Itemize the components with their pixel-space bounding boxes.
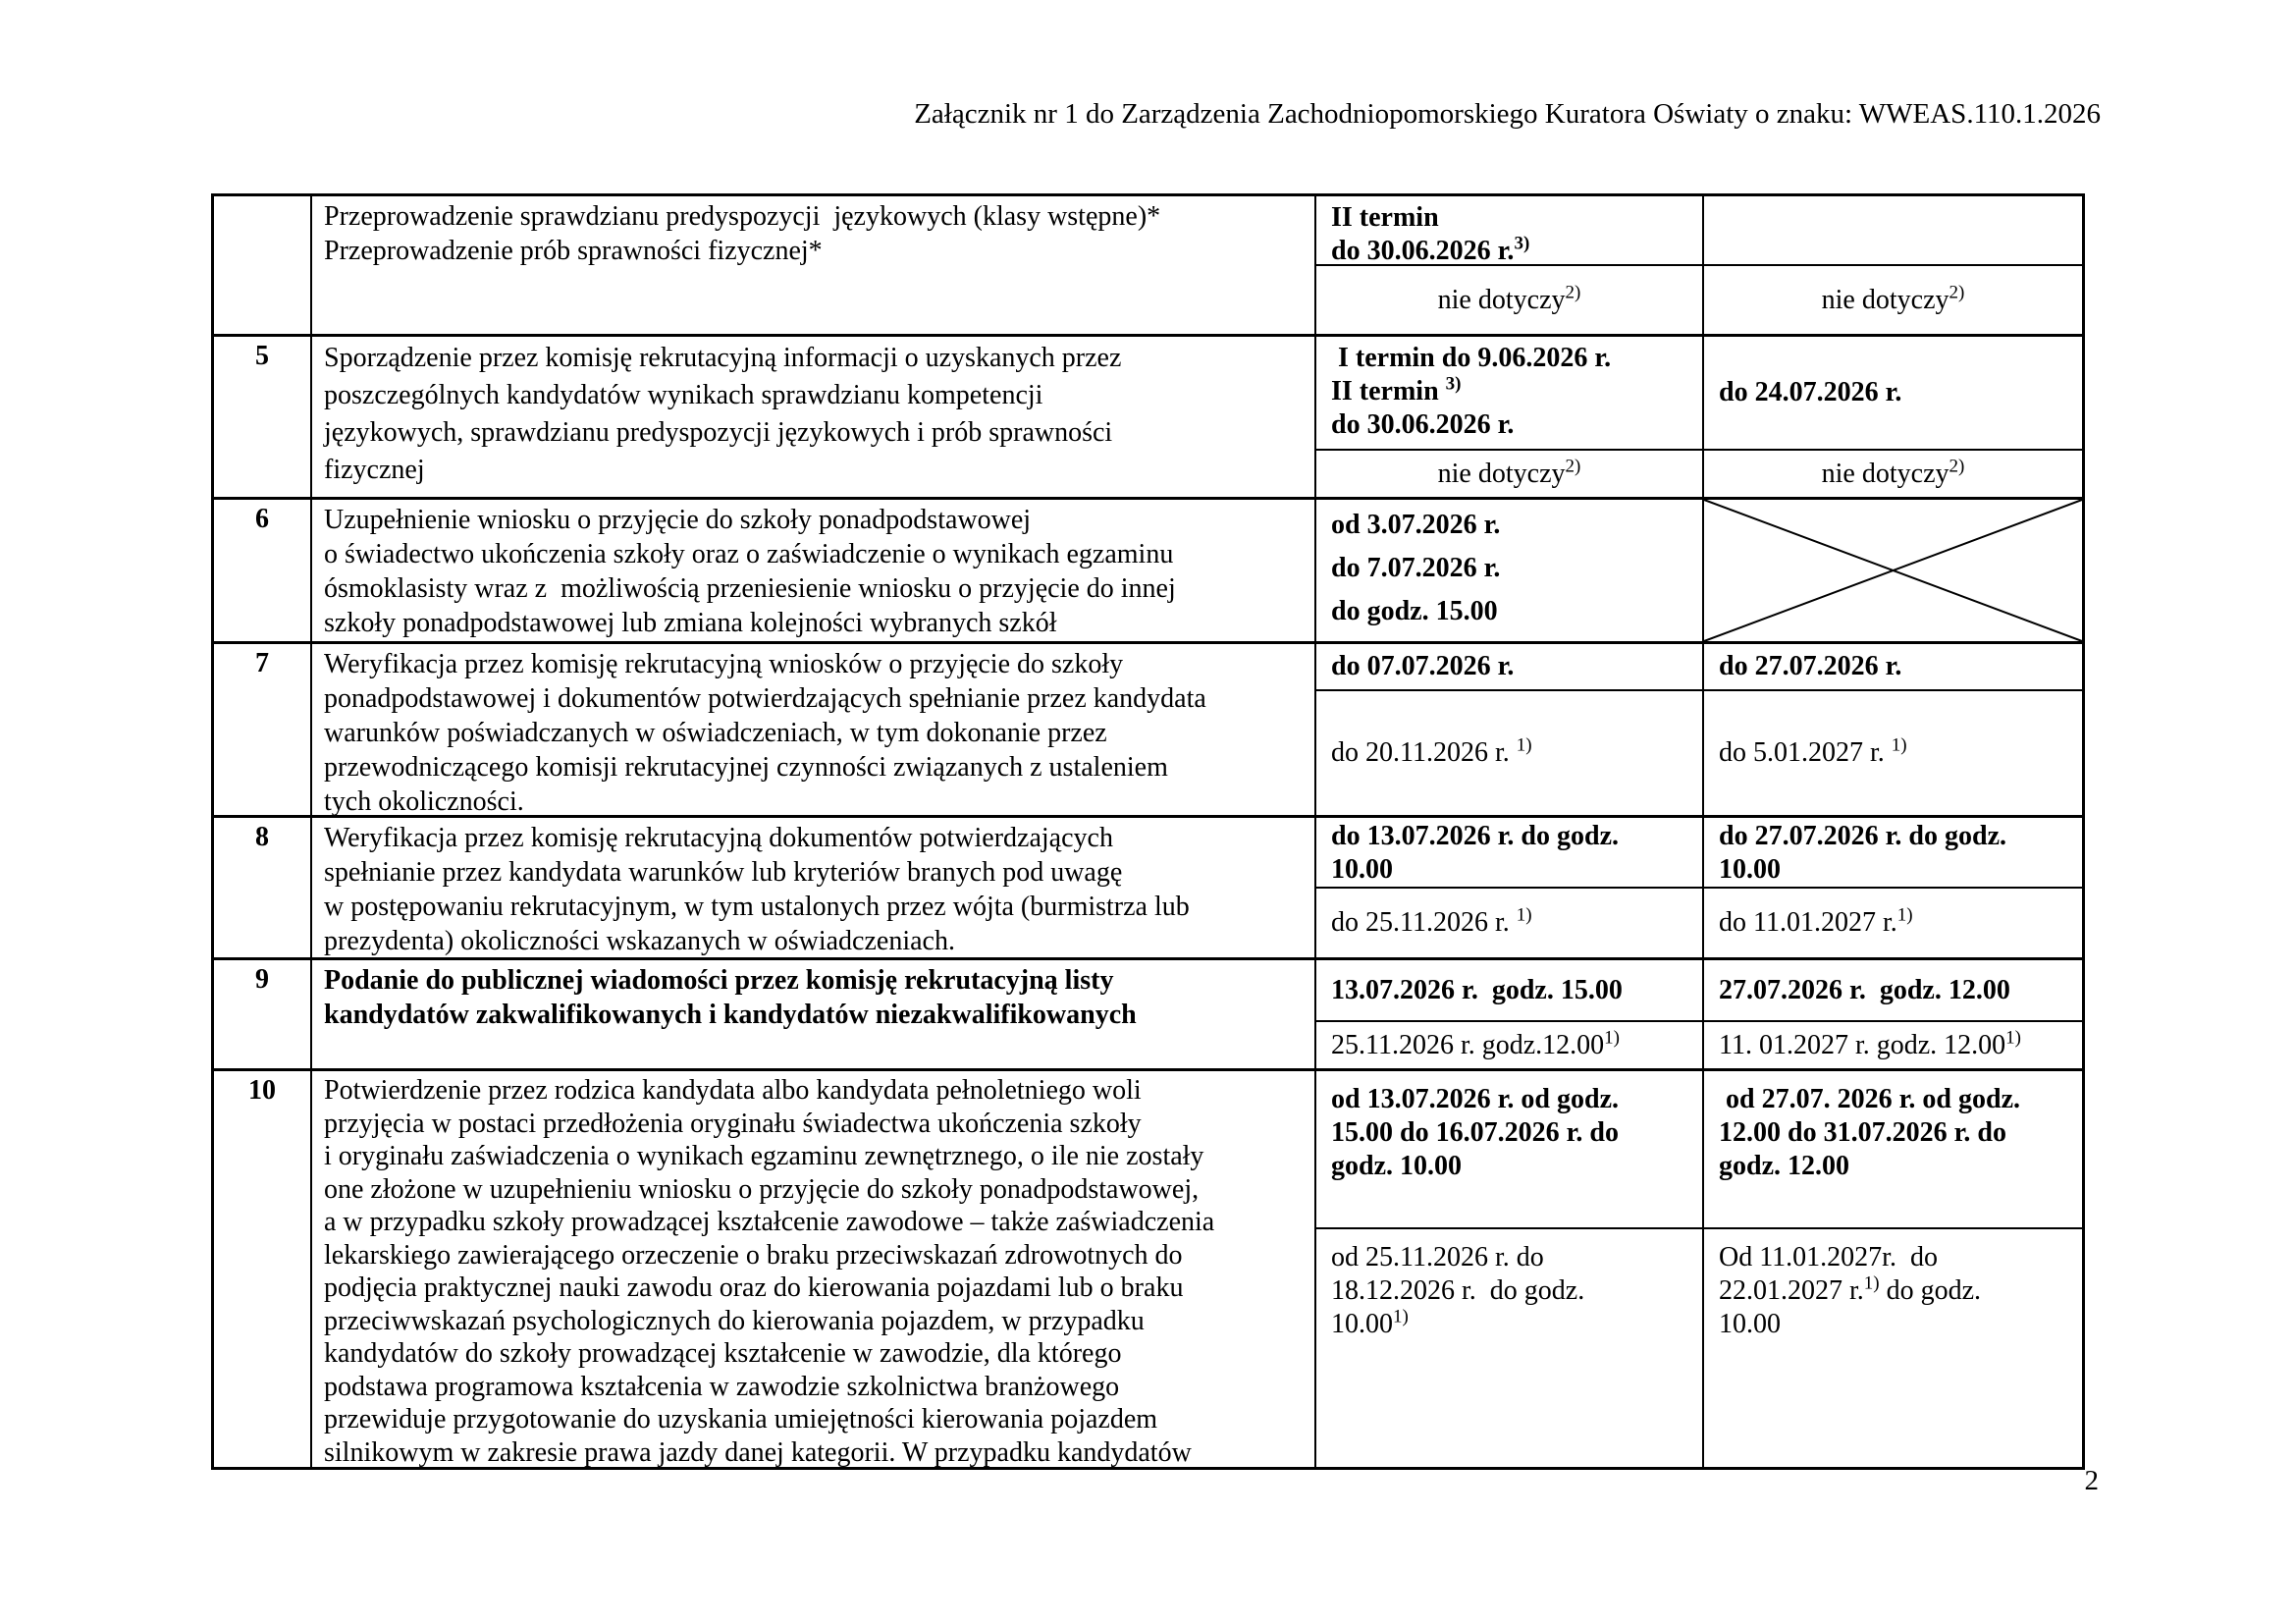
term-line: do 11.01.2027 r.$^{1)}$ xyxy=(1719,904,1913,938)
supplementary-term-cell xyxy=(1704,337,2082,497)
description-line: przewiduje przygotowanie do uzyskania umiejętności kierowania pojazdem xyxy=(324,1404,1158,1435)
term-line: nie dotyczy$^{2)}$ xyxy=(1821,282,1965,315)
term-line: godz. 10.00 xyxy=(1331,1151,1462,1181)
table-row xyxy=(214,641,2082,815)
description-line: ósmoklasisty wraz z możliwością przeniesienie wniosku o przyjęcie do innej xyxy=(324,573,1176,604)
term-line: od 27.07. 2026 r. od godz. xyxy=(1719,1084,2021,1114)
primary-term-cell xyxy=(1316,1071,1704,1467)
term-line: 13.07.2026 r. godz. 15.00 xyxy=(1331,974,1623,1005)
term-line: nie dotyczy$^{2)}$ xyxy=(1821,456,1965,489)
description-line: lekarskiego zawierającego orzeczenie o braku przeciwskazań zdrowotnych do xyxy=(324,1239,1183,1271)
primary-term-main xyxy=(1316,960,1702,1022)
description-line: kandydatów do szkoły prowadzącej kształcenie w zawodzie, dla którego xyxy=(324,1338,1122,1369)
task-description-cell xyxy=(312,818,1316,957)
description-line: warunków poświadczanych w oświadczeniach, w tym dokonanie przez xyxy=(324,718,1107,748)
term-line: II termin $^{3)}$ xyxy=(1331,373,1462,406)
primary-term-cell xyxy=(1316,960,1704,1068)
term-line: do godz. 15.00 xyxy=(1331,596,1498,626)
description-line: prezydenta) okoliczności wskazanych w oświadczeniach. xyxy=(324,926,955,956)
primary-term-secondary xyxy=(1316,691,1702,815)
term-line: 27.07.2026 r. godz. 12.00 xyxy=(1719,974,2010,1005)
supplementary-term-secondary xyxy=(1704,451,2082,497)
description-line: i oryginału zaświadczenia o wynikach egzaminu zewnętrznego, o ile nie zostały xyxy=(324,1141,1204,1171)
description-line: poszczególnych kandydatów wynikach sprawdzianu kompetencji xyxy=(324,380,1043,410)
supplementary-term-main xyxy=(1704,960,2082,1022)
primary-term-secondary xyxy=(1316,451,1702,497)
primary-term-main xyxy=(1316,504,1702,641)
row-number-cell: 10 xyxy=(214,1071,312,1467)
description-line: Potwierdzenie przez rodzica kandydata albo kandydata pełnoletniego woli xyxy=(324,1075,1142,1106)
term-line: od 25.11.2026 r. do xyxy=(1331,1242,1544,1272)
supplementary-term-main xyxy=(1704,337,2082,451)
supplementary-term-main xyxy=(1704,818,2082,889)
primary-term-main xyxy=(1316,818,1702,889)
term-line: Od 11.01.2027r. do xyxy=(1719,1242,1938,1272)
term-line: do 20.11.2026 r. $^{1)}$ xyxy=(1331,734,1532,768)
primary-term-cell xyxy=(1316,196,1704,334)
supplementary-term-secondary xyxy=(1704,889,2082,957)
table-row xyxy=(214,497,2082,641)
supplementary-term-secondary xyxy=(1704,1022,2082,1068)
term-line: 10.00 xyxy=(1331,854,1393,885)
row-number-cell xyxy=(214,196,312,334)
term-line: do 5.01.2027 r. $^{1)}$ xyxy=(1719,734,1907,768)
description-line: silnikowym w zakresie prawa jazdy danej kategorii. W przypadku kandydatów xyxy=(324,1436,1192,1468)
supplementary-term-cell xyxy=(1704,1071,2082,1467)
description-line: Uzupełnienie wniosku o przyjęcie do szkoły ponadpodstawowej xyxy=(324,505,1032,535)
row-number-cell: 7 xyxy=(214,644,312,815)
term-line: do 7.07.2026 r. xyxy=(1331,553,1501,583)
description-line: tych okoliczności. xyxy=(324,786,524,817)
task-description-cell xyxy=(312,196,1316,334)
primary-term-cell xyxy=(1316,818,1704,957)
primary-term-secondary xyxy=(1316,1229,1702,1467)
term-line: 12.00 do 31.07.2026 r. do xyxy=(1719,1117,2007,1148)
task-description-cell xyxy=(312,1071,1316,1467)
primary-term-secondary xyxy=(1316,889,1702,957)
supplementary-term-cell xyxy=(1704,500,2082,641)
description-line: a w przypadku szkoły prowadzącej kształcenie zawodowe – także zaświadczenia xyxy=(324,1207,1215,1237)
table-row xyxy=(214,815,2082,957)
term-line: 22.01.2027 r.$^{1)}$ do godz. xyxy=(1719,1272,1982,1306)
attachment-header: Załącznik nr 1 do Zarządzenia Zachodniopomorskiego Kuratora Oświaty o znaku: WWEAS.110.1.2026 xyxy=(914,98,2101,130)
primary-term-main xyxy=(1316,196,1702,266)
term-line: do 30.06.2026 r. xyxy=(1331,409,1515,440)
term-line: do 13.07.2026 r. do godz. xyxy=(1331,821,1620,851)
term-line: 25.11.2026 r. godz.12.00$^{1)}$ xyxy=(1331,1027,1620,1060)
term-line: 15.00 do 16.07.2026 r. do xyxy=(1331,1117,1620,1148)
table-row xyxy=(214,1068,2082,1467)
term-line: do 27.07.2026 r. xyxy=(1719,651,1902,681)
description-line: spełnianie przez kandydata warunków lub kryteriów branych pod uwagę xyxy=(324,857,1123,888)
primary-term-main xyxy=(1316,337,1702,451)
supplementary-term-secondary xyxy=(1704,1229,2082,1467)
supplementary-term-cell xyxy=(1704,818,2082,957)
primary-term-cell xyxy=(1316,337,1704,497)
term-line: od 3.07.2026 r. xyxy=(1331,510,1501,540)
primary-term-cell xyxy=(1316,500,1704,641)
table-row xyxy=(214,334,2082,497)
description-line: przeciwwskazań psychologicznych do kierowania pojazdem, w przypadku xyxy=(324,1305,1145,1336)
row-number-cell: 6 xyxy=(214,500,312,641)
task-description-cell xyxy=(312,337,1316,497)
term-line: 10.00 xyxy=(1719,854,1781,885)
task-description-cell xyxy=(312,644,1316,815)
description-line: ponadpodstawowej i dokumentów potwierdzających spełnianie przez kandydata xyxy=(324,683,1206,714)
term-line: nie dotyczy$^{2)}$ xyxy=(1437,456,1581,489)
task-description-cell xyxy=(312,960,1316,1068)
supplementary-term-cell xyxy=(1704,960,2082,1068)
page-number: 2 xyxy=(2084,1465,2099,1496)
row-number-cell: 9 xyxy=(214,960,312,1068)
term-line: nie dotyczy$^{2)}$ xyxy=(1437,282,1581,315)
supplementary-term-secondary xyxy=(1704,691,2082,815)
supplementary-term-cell xyxy=(1704,644,2082,815)
description-line: fizycznej xyxy=(324,455,425,485)
description-line: Przeprowadzenie prób sprawności fizycznej* xyxy=(324,236,823,266)
term-line: od 13.07.2026 r. od godz. xyxy=(1331,1084,1620,1114)
description-line: podjęcia praktycznej nauki zawodu oraz do kierowania pojazdami lub o braku xyxy=(324,1272,1184,1303)
row-number-cell: 8 xyxy=(214,818,312,957)
description-line: przewodniczącego komisji rekrutacyjnej czynności związanych z ustaleniem xyxy=(324,752,1168,783)
supplementary-term-main xyxy=(1704,1071,2082,1229)
supplementary-term-cell xyxy=(1704,196,2082,334)
term-line: 10.00 xyxy=(1719,1309,1781,1339)
term-line: 11. 01.2027 r. godz. 12.00$^{1)}$ xyxy=(1719,1027,2021,1060)
description-line: Sporządzenie przez komisję rekrutacyjną informacji o uzyskanych przez xyxy=(324,343,1122,373)
term-line: I termin do 9.06.2026 r. xyxy=(1331,343,1612,373)
description-line: o świadectwo ukończenia szkoły oraz o zaświadczenie o wynikach egzaminu xyxy=(324,539,1174,569)
supplementary-term-main xyxy=(1704,644,2082,691)
description-line: przyjęcia w postaci przedłożenia oryginału świadectwa ukończenia szkoły xyxy=(324,1108,1142,1139)
description-line: one złożone w uzupełnieniu wniosku o przyjęcie do szkoły ponadpodstawowej, xyxy=(324,1173,1200,1205)
primary-term-main xyxy=(1316,644,1702,691)
term-line: do 27.07.2026 r. do godz. xyxy=(1719,821,2007,851)
description-line: kandydatów zakwalifikowanych i kandydatów niezakwalifikowanych xyxy=(324,1000,1137,1030)
primary-term-secondary xyxy=(1316,1022,1702,1068)
description-line: Podanie do publicznej wiadomości przez komisję rekrutacyjną listy xyxy=(324,965,1114,996)
description-line: Weryfikacja przez komisję rekrutacyjną wniosków o przyjęcie do szkoły xyxy=(324,649,1124,679)
description-line: Weryfikacja przez komisję rekrutacyjną dokumentów potwierdzających xyxy=(324,823,1113,853)
term-line: godz. 12.00 xyxy=(1719,1151,1849,1181)
primary-term-main xyxy=(1316,1071,1702,1229)
primary-term-secondary xyxy=(1316,266,1702,334)
description-line: w postępowaniu rekrutacyjnym, w tym ustalonych przez wójta (burmistrza lub xyxy=(324,892,1190,922)
supplementary-term-secondary xyxy=(1704,266,2082,334)
term-line: do 07.07.2026 r. xyxy=(1331,651,1515,681)
term-line: II termin xyxy=(1331,202,1439,233)
cross-out-icon xyxy=(1704,500,2082,641)
table-row xyxy=(214,957,2082,1068)
recruitment-schedule-table xyxy=(211,193,2085,1470)
description-line: podstawa programowa kształcenia w zawodzie szkolnictwa branżowego xyxy=(324,1371,1120,1402)
description-line: szkoły ponadpodstawowej lub zmiana kolejności wybranych szkół xyxy=(324,608,1057,638)
task-description-cell xyxy=(312,500,1316,641)
term-line: 10.00$^{1)}$ xyxy=(1331,1306,1409,1339)
supplementary-term-main xyxy=(1704,196,2082,266)
description-line: językowych, sprawdzianu predyspozycji językowych i prób sprawności xyxy=(324,417,1113,448)
description-line: Przeprowadzenie sprawdzianu predyspozycji językowych (klasy wstępne)* xyxy=(324,201,1161,232)
table-row xyxy=(214,196,2082,334)
row-number-cell: 5 xyxy=(214,337,312,497)
term-line: do 30.06.2026 r.$^{3)}$ xyxy=(1331,233,1530,266)
primary-term-cell xyxy=(1316,644,1704,815)
term-line: do 25.11.2026 r. $^{1)}$ xyxy=(1331,904,1532,938)
term-line: 18.12.2026 r. do godz. xyxy=(1331,1275,1585,1306)
term-line: do 24.07.2026 r. xyxy=(1719,377,1902,407)
